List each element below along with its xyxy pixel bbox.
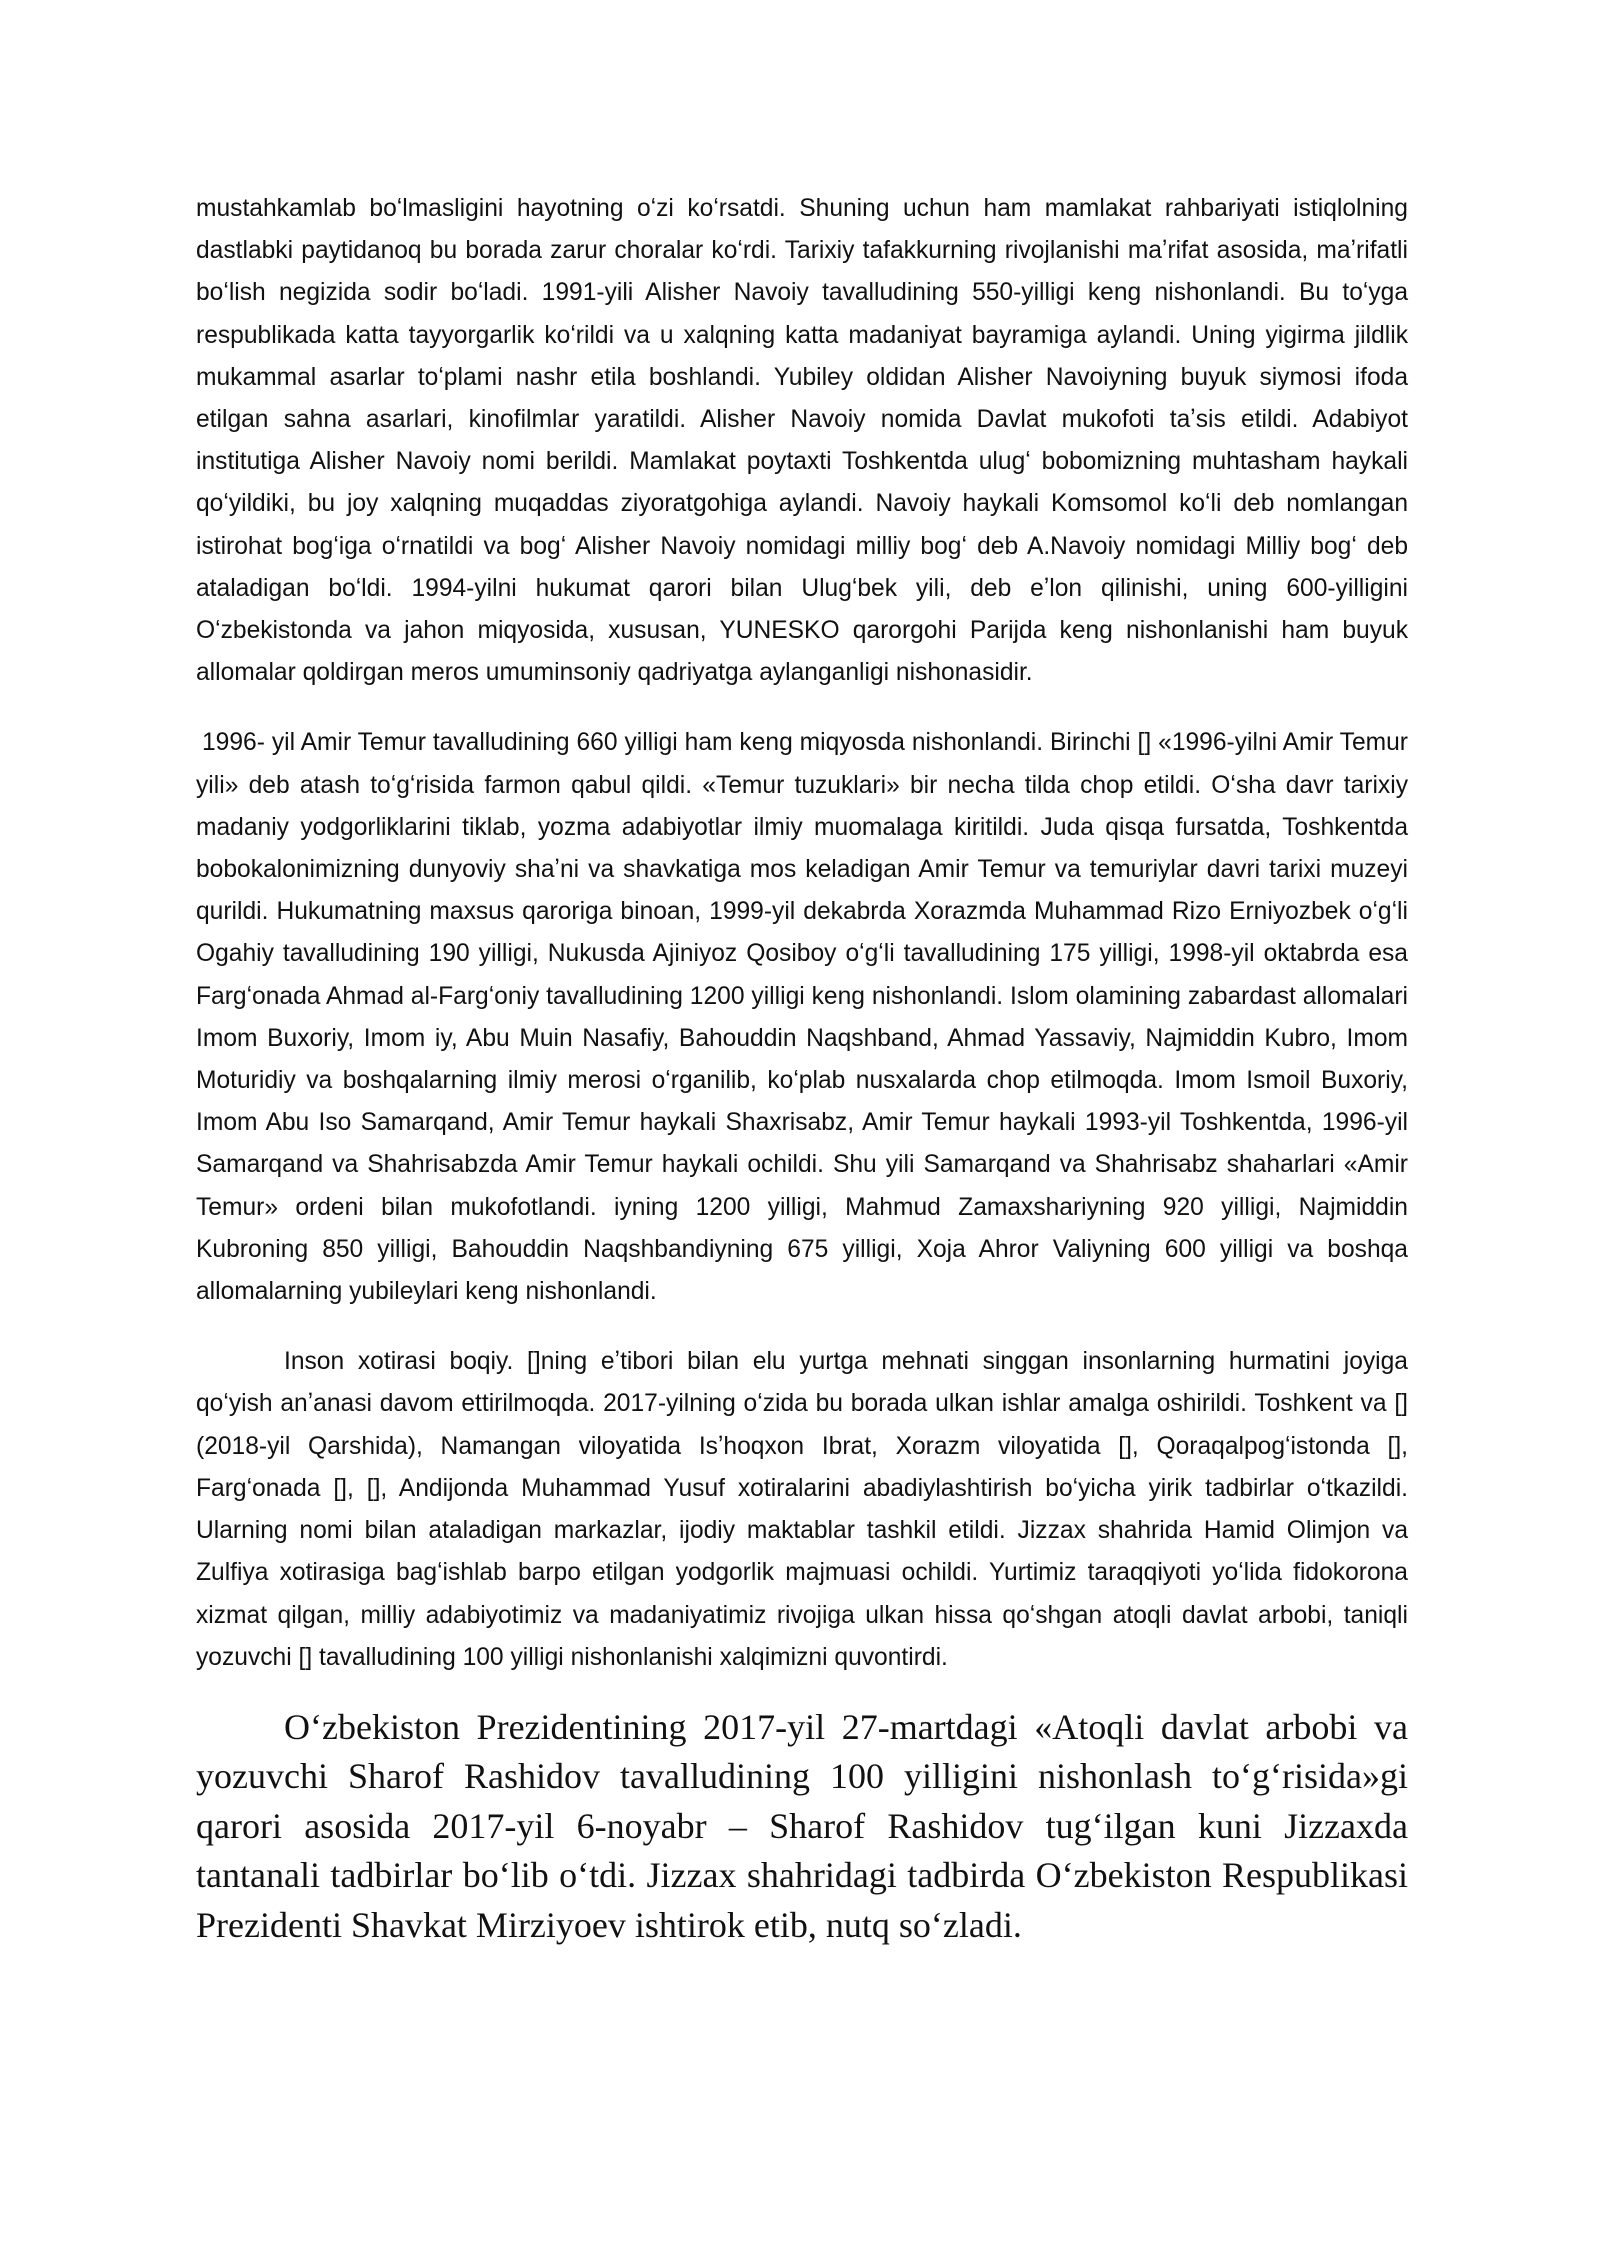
document-page [196, 188, 1408, 1950]
paragraph-rashidov-decree: Oʻzbekiston Prezidentining 2017-yil 27-martdagi «Atoqli davlat arbobi va yozuvchi Sharof Rashidov tavalludining 100 yilligini nishonlash toʻgʻrisida»gi qarori asosida 2017-yil 6-noyabr – Sharof Rashidov tugʻilgan kuni Jizzaxda tantanali tadbirlar boʻlib oʻtdi. Jizzax shahridagi tadbirda Oʻzbekiston Respublikasi Prezidenti Shavkat Mirziyoev ishtirok etib, nutq soʻzladi. [196, 1706, 1408, 1945]
paragraph-navoiy-anniversary: mustahkamlab boʻlmasligini hayotning oʻzi koʻrsatdi. Shuning uchun ham mamlakat rahbariyati istiqlolning dastlabki paytidanoq bu borada zarur choralar koʻrdi. Tarixiy tafakkurning rivojlanishi maʼrifat asosida, maʼrifatli boʻlish negizida sodir boʻladi. 1991-yili Alisher Navoiy tavalludining 550-yilligi keng nishonlandi. Bu toʻyga respublikada katta tayyorgarlik koʻrildi va u xalqning katta madaniyat bayramiga aylandi. Uning yigirma jildlik mukammal asarlar toʻplami nashr etila boshlandi. Yubiley oldidan Alisher Navoiyning buyuk siymosi ifoda etilgan sahna asarlari, kinofilmlar yaratildi. Alisher Navoiy nomida Davlat mukofoti taʼsis etildi. Adabiyot institutiga Alisher Navoiy nomi berildi. Mamlakat poytaxti Toshkentda ulugʻ bobomizning muhtasham haykali qoʻyildiki, bu joy xalqning muqaddas ziyoratgohiga aylandi. Navoiy haykali Komsomol koʻli deb nomlangan istirohat bogʻiga oʻrnatildi va bogʻ Alisher Navoiy nomidagi milliy bogʻ deb A.Navoiy nomidagi Milliy bogʻ deb ataladigan boʻldi. 1994-yilni hukumat qarori bilan Ulugʻbek yili, deb eʼlon qilinishi, uning 600-yilligini Oʻzbekistonda va jahon miqyosida, xususan, YUNESKO qarorgohi Parijda keng nishonlanishi ham buyuk allomalar qoldirgan meros umuminsoniy qadriyatga aylanganligi nishonasidir. [196, 195, 1408, 687]
paragraph-amir-temur-anniversary: 1996- yil Amir Temur tavalludining 660 yilligi ham keng miqyosda nishonlandi. Birinchi [] «1996-yilni Amir Temur yili» deb atash toʻgʻrisida farmon qabul qildi. «Temur tuzuklari» bir necha tilda chop etildi. Oʻsha davr tarixiy madaniy yodgorliklarini tiklab, yozma adabiyotlar ilmiy muomalaga kiritildi. Juda qisqa fursatda, Toshkentda bobokalonimizning dunyoviy shaʼni va shavkatiga mos keladigan Amir Temur va temuriylar davri tarixi muzeyi qurildi. Hukumatning maxsus qaroriga binoan, 1999-yil dekabrda Xorazmda Muhammad Rizo Erniyozbek oʻgʻli Ogahiy tavalludining 190 yilligi, Nukusda Ajiniyoz Qosiboy oʻgʻli tavalludining 175 yilligi, 1998-yil oktabrda esa Fargʻonada Ahmad al-Fargʻoniy tavalludining 1200 yilligi keng nishonlandi. Islom olamining zabardast allomalari Imom Buxoriy, Imom iy, Abu Muin Nasafiy, Bahouddin Naqshband, Ahmad Yassaviy, Najmiddin Kubro, Imom Moturidiy va boshqalarning ilmiy merosi oʻrganilib, koʻplab nusxalarda chop etilmoqda. Imom Ismoil Buxoriy, Imom Abu Iso Samarqand, Amir Temur haykali Shaxrisabz, Amir Temur haykali 1993-yil Toshkentda, 1996-yil Samarqand va Shahrisabzda Amir Temur haykali ochildi. Shu yili Samarqand va Shahrisabz shaharlari «Amir Temur» ordeni bilan mukofotlandi. iyning 1200 yilligi, Mahmud Zamaxshariyning 920 yilligi, Najmiddin Kubroning 850 yilligi, Bahouddin Naqshbandiyning 675 yilligi, Xoja Ahror Valiyning 600 yilligi va boshqa allomalarning yubileylari keng nishonlandi. [196, 729, 1408, 1306]
paragraph-memory-eternal: Inson xotirasi boqiy. []ning eʼtibori bilan elu yurtga mehnati singgan insonlarning hurmatini joyiga qoʻyish anʼanasi davom ettirilmoqda. 2017-yilning oʻzida bu borada ulkan ishlar amalga oshirildi. Toshkent va [] (2018-yil Qarshida), Namangan viloyatida Isʼhoqxon Ibrat, Xorazm viloyatida [], Qoraqalpogʻistonda [], Fargʻonada [], [], Andijonda Muhammad Yusuf xotiralarini abadiylashtirish boʻyicha yirik tadbirlar oʻtkazildi. Ularning nomi bilan ataladigan markazlar, ijodiy maktablar tashkil etildi. Jizzax shahrida Hamid Olimjon va Zulfiya xotirasiga bagʻishlab barpo etilgan yodgorlik majmuasi ochildi. Yurtimiz taraqqiyoti yoʻlida fidokorona xizmat qilgan, milliy adabiyotimiz va madaniyatimiz rivojiga ulkan hissa qoʻshgan atoqli davlat arbobi, taniqli yozuvchi [] tavalludining 100 yilligi nishonlanishi xalqimizni quvontirdi. [196, 1348, 1408, 1671]
